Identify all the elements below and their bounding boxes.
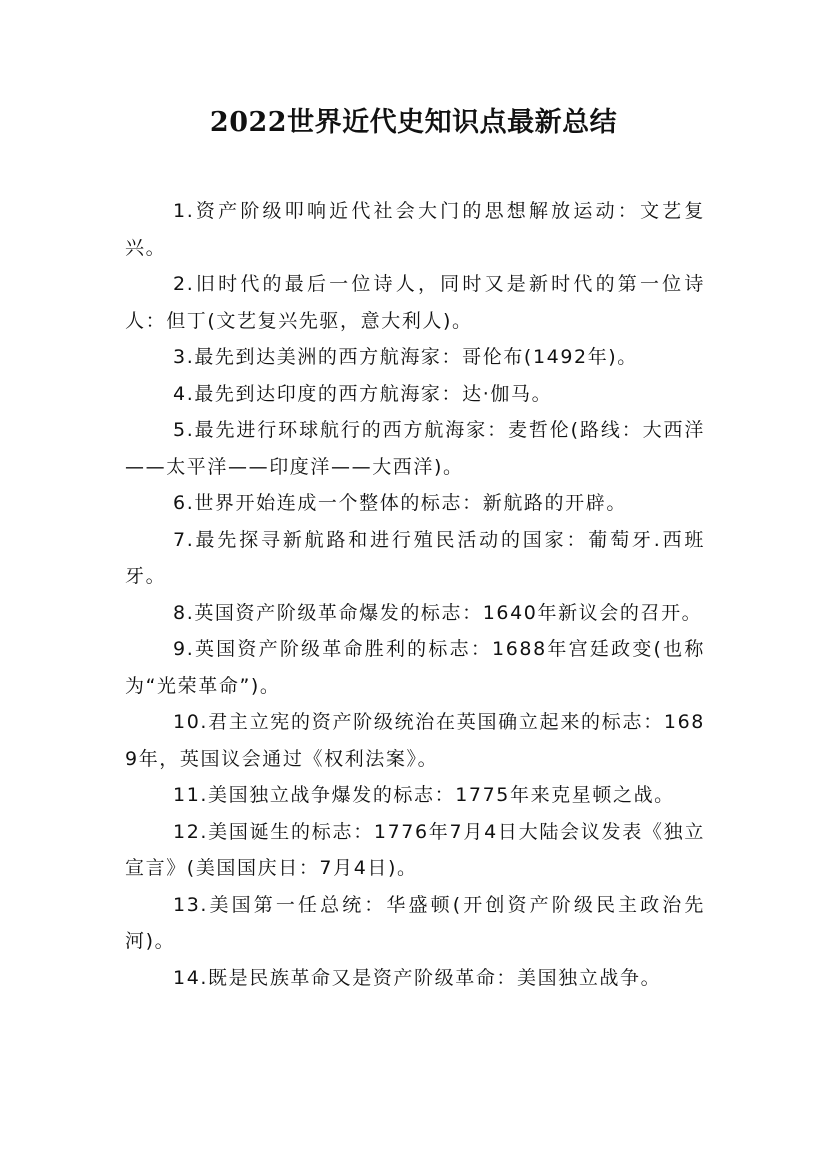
list-item: 12.美国诞生的标志：1776年7月4日大陆会议发表《独立宣言》(美国国庆日：7月4日)。 (125, 820, 705, 879)
list-item: 8.英国资产阶级革命爆发的标志：1640年新议会的召开。 (173, 601, 703, 624)
list-item: 4.最先到达印度的西方航海家：达·伽马。 (173, 382, 553, 405)
list-item: 1.资产阶级叩响近代社会大门的思想解放运动：文艺复兴。 (125, 200, 705, 259)
list-item: 9.英国资产阶级革命胜利的标志：1688年宫廷政变(也称为“光荣革命”)。 (125, 638, 705, 697)
document-body (125, 193, 705, 996)
list-item: 3.最先到达美洲的西方航海家：哥伦布(1492年)。 (173, 346, 638, 368)
list-item: 13.美国第一任总统：华盛顿(开创资产阶级民主政治先河)。 (125, 893, 705, 952)
list-item: 10.君主立宪的资产阶级统治在英国确立起来的标志：1689年，英国议会通过《权利法案》。 (125, 711, 705, 770)
list-item: 11.美国独立战争爆发的标志：1775年来克星顿之战。 (173, 784, 675, 806)
list-item: 14.既是民族革命又是资产阶级革命：美国独立战争。 (173, 966, 662, 989)
list-item: 6.世界开始连成一个整体的标志：新航路的开辟。 (173, 492, 627, 514)
list-item: 5.最先进行环球航行的西方航海家：麦哲伦(路线：大西洋——太平洋——印度洋——大西洋)。 (125, 419, 705, 478)
list-item: 2.旧时代的最后一位诗人，同时又是新时代的第一位诗人：但丁(文艺复兴先驱，意大利人)。 (125, 273, 705, 332)
list-item: 7.最先探寻新航路和进行殖民活动的国家：葡萄牙.西班牙。 (125, 528, 705, 587)
page-title: 2022世界近代史知识点最新总结 (209, 107, 618, 138)
